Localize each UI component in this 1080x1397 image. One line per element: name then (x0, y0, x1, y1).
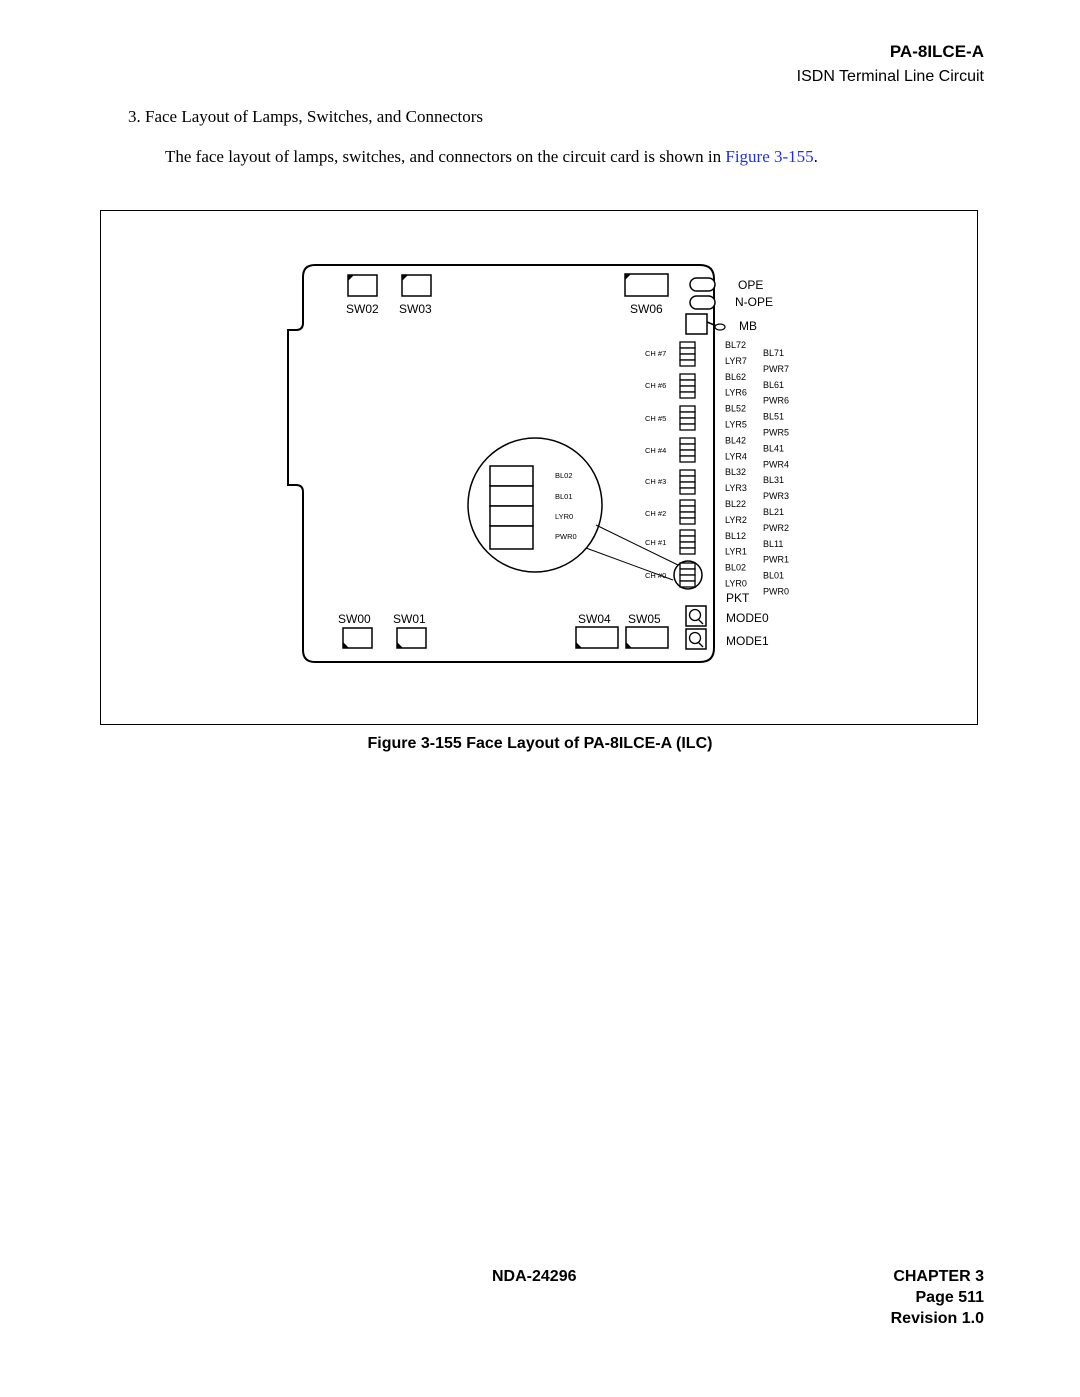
switch-mb[interactable] (686, 314, 725, 334)
footer-chapter: CHAPTER 3 (893, 1268, 984, 1285)
channel-label: CH #3 (645, 477, 667, 486)
lamp-label-right: PWR5 (763, 427, 790, 438)
lamp (680, 488, 695, 494)
zoom-label-bl02: BL02 (555, 471, 573, 480)
lamp-label-left: LYR3 (725, 483, 747, 494)
lamp (680, 536, 695, 542)
lamp-label-right: PWR4 (763, 459, 790, 470)
footer-page: Page 511 (915, 1289, 984, 1306)
lamp-label-right: BL41 (763, 443, 785, 454)
channel-lamp-block (680, 406, 695, 430)
lamp (680, 450, 695, 456)
lamp-label-right: BL21 (763, 507, 785, 517)
channel-lamp-blocks (680, 342, 695, 587)
channel-label: CH #6 (645, 381, 667, 390)
lamp-label-right: BL31 (763, 475, 785, 486)
lamp (680, 482, 695, 488)
lamp (680, 342, 695, 348)
label-sw02: SW02 (346, 302, 379, 316)
label-sw00: SW00 (338, 612, 371, 626)
channel-lamp-block (680, 563, 695, 587)
lamp (680, 563, 695, 569)
label-mode1: MODE1 (726, 634, 769, 648)
figure-link[interactable]: Figure 3-155 (725, 147, 814, 166)
lamp-label-right: PWR0 (763, 586, 790, 597)
label-ope: OPE (738, 278, 764, 292)
lamp (680, 569, 695, 575)
label-n-ope: N-OPE (735, 295, 774, 309)
lamp-label-left: BL42 (725, 435, 747, 446)
figure-caption: Figure 3-155 Face Layout of PA-8ILCE-A (ILC) (367, 735, 713, 752)
lamp (680, 542, 695, 548)
lamp-label-left: BL52 (725, 403, 747, 414)
label-sw06: SW06 (630, 302, 663, 316)
channel-label: CH #0 (645, 571, 667, 580)
lamp (680, 360, 695, 366)
label-sw01: SW01 (393, 612, 426, 626)
lamp-label-left: LYR4 (725, 451, 747, 462)
switch-sw03[interactable] (402, 275, 431, 296)
lamp-label-left: BL02 (725, 562, 747, 573)
lamp-label-right: PWR3 (763, 491, 790, 502)
switch-sw06[interactable] (625, 274, 668, 296)
lamp (680, 348, 695, 354)
lamp (680, 456, 695, 462)
lamp-label-right: BL11 (763, 538, 784, 549)
switch-sw05[interactable] (626, 627, 668, 648)
zoom-lamp-block (490, 466, 533, 549)
paragraph-end: . (813, 147, 818, 166)
lamp-label-left: BL22 (725, 499, 747, 509)
lamp (680, 386, 695, 392)
lamp-label-right: BL71 (763, 348, 785, 358)
lamp (680, 424, 695, 430)
lamp-label-left: LYR7 (725, 355, 747, 366)
lamp-labels-right (763, 348, 789, 597)
channel-label: CH #2 (645, 509, 667, 518)
lamp-ope (690, 278, 715, 291)
switch-sw04[interactable] (576, 627, 618, 648)
lamp (680, 438, 695, 444)
lamp-label-right: BL51 (763, 411, 785, 422)
paragraph-text: The face layout of lamps, switches, and connectors on the circuit card is shown in (165, 147, 726, 166)
lamp (680, 444, 695, 450)
switch-mode1[interactable] (686, 629, 706, 649)
label-sw05: SW05 (628, 612, 661, 626)
switch-sw00[interactable] (343, 628, 372, 648)
lamp (680, 412, 695, 418)
switch-mode0[interactable] (686, 606, 706, 626)
lamp (680, 374, 695, 380)
channel-lamp-block (680, 438, 695, 462)
zoom-callout-circle (468, 438, 602, 572)
lamp-label-right: BL01 (763, 570, 785, 581)
lamp-label-right: PWR2 (763, 522, 790, 533)
lamp (680, 581, 695, 587)
lamp-label-left: LYR0 (725, 578, 747, 589)
lamp (680, 380, 695, 386)
label-sw03: SW03 (399, 302, 432, 316)
channel-lamp-block (680, 470, 695, 494)
footer-doc-number: NDA-24296 (492, 1268, 577, 1285)
lamp-n-ope (690, 296, 715, 309)
switch-sw01[interactable] (397, 628, 426, 648)
channel-label: CH #5 (645, 414, 667, 423)
lamp-label-left: LYR1 (725, 546, 747, 557)
lamp-label-left: BL32 (725, 467, 747, 478)
lamp-label-left: LYR5 (725, 419, 747, 430)
zoom-leader-bottom (586, 548, 673, 580)
lamp-label-right: PWR1 (763, 554, 790, 565)
section-heading: 3. Face Layout of Lamps, Switches, and Connectors (128, 107, 484, 126)
lamp (680, 354, 695, 360)
lamp-label-left: LYR6 (725, 387, 747, 398)
label-mb: MB (739, 319, 757, 333)
lamp (680, 418, 695, 424)
channel-lamp-block (680, 500, 695, 524)
lamp (680, 406, 695, 412)
zoom-label-lyr0: LYR0 (555, 512, 574, 521)
label-mode0: MODE0 (726, 611, 769, 625)
lamp-labels-left (725, 340, 747, 589)
switch-sw02[interactable] (348, 275, 377, 296)
lamp (680, 500, 695, 506)
footer-revision: Revision 1.0 (890, 1310, 984, 1327)
channel-lamp-block (680, 342, 695, 366)
lamp (680, 476, 695, 482)
lamp (680, 512, 695, 518)
lamp (680, 470, 695, 476)
channel-lamp-block (680, 374, 695, 398)
header-title: PA-8ILCE-A (889, 42, 984, 61)
lamp (680, 530, 695, 536)
lamp (680, 518, 695, 524)
lamp (680, 506, 695, 512)
header-subtitle: ISDN Terminal Line Circuit (796, 68, 984, 85)
lamp-label-left: LYR2 (725, 514, 747, 525)
channel-label: CH #1 (645, 538, 667, 547)
label-pkt: PKT (726, 591, 750, 605)
lamp-label-left: BL72 (725, 340, 747, 350)
lamp-label-left: BL62 (725, 371, 747, 382)
lamp-label-right: BL61 (763, 379, 785, 390)
lamp (680, 392, 695, 398)
lamp-label-right: PWR7 (763, 363, 790, 374)
channel-label: CH #4 (645, 446, 667, 455)
channel-lamp-block (680, 530, 695, 554)
lamp (680, 548, 695, 554)
lamp (680, 575, 695, 581)
zoom-label-bl01: BL01 (555, 492, 573, 501)
zoom-label-pwr0: PWR0 (555, 532, 577, 541)
channel-labels (645, 349, 666, 580)
channel-label: CH #7 (645, 349, 667, 358)
lamp-label-left: BL12 (725, 530, 747, 541)
lamp-label-right: PWR6 (763, 395, 790, 406)
label-sw04: SW04 (578, 612, 611, 626)
